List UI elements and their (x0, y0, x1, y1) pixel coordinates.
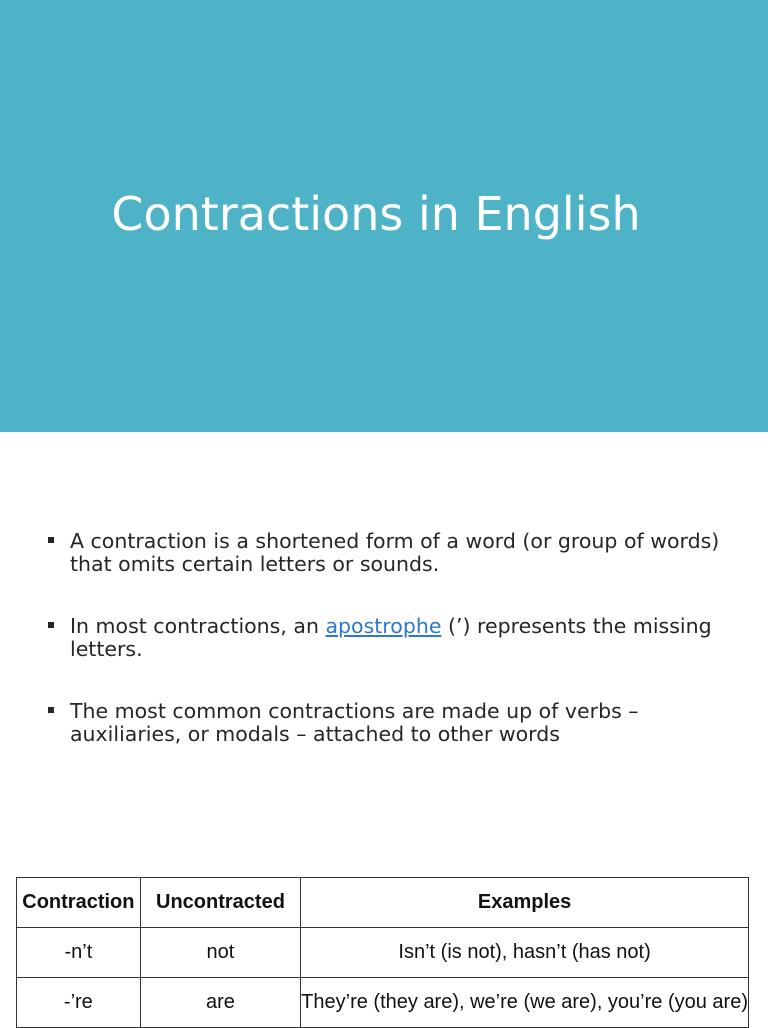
apostrophe-link[interactable]: apostrophe (325, 614, 442, 638)
square-bullet-icon (48, 622, 54, 628)
title-banner (0, 0, 768, 432)
bullet-item-common-contractions (46, 700, 736, 746)
table-row (17, 978, 749, 1028)
bullet-item-apostrophe (46, 615, 736, 661)
column-header-contraction: Contraction (17, 878, 141, 928)
slide-title: Contractions in English (111, 187, 641, 241)
cell-examples: Isn’t (is not), hasn’t (has not) (301, 928, 749, 978)
square-bullet-icon (48, 537, 54, 543)
cell-uncontracted: are (140, 978, 300, 1028)
bullet-text-after-link: (’) represents the missing letters. (70, 614, 712, 661)
cell-uncontracted: not (140, 928, 300, 978)
cell-contraction: -n’t (17, 928, 141, 978)
bullet-text: A contraction is a shortened form of a word (or group of words) that omits certain letters or sounds. (70, 529, 720, 576)
bullet-text: The most common contractions are made up of verbs – auxiliaries, or modals – attached to other words (70, 699, 639, 746)
cell-examples: They’re (they are), we’re (we are), you’re (you are) (301, 978, 749, 1028)
table-header-row (17, 878, 749, 928)
table-row (17, 928, 749, 978)
bullet-list (46, 530, 736, 785)
square-bullet-icon (48, 707, 54, 713)
contractions-table (16, 877, 749, 1028)
bullet-text-before-link: In most contractions, an (70, 614, 326, 638)
column-header-uncontracted: Uncontracted (140, 878, 300, 928)
cell-contraction: -’re (17, 978, 141, 1028)
column-header-examples: Examples (301, 878, 749, 928)
bullet-item-definition (46, 530, 736, 576)
